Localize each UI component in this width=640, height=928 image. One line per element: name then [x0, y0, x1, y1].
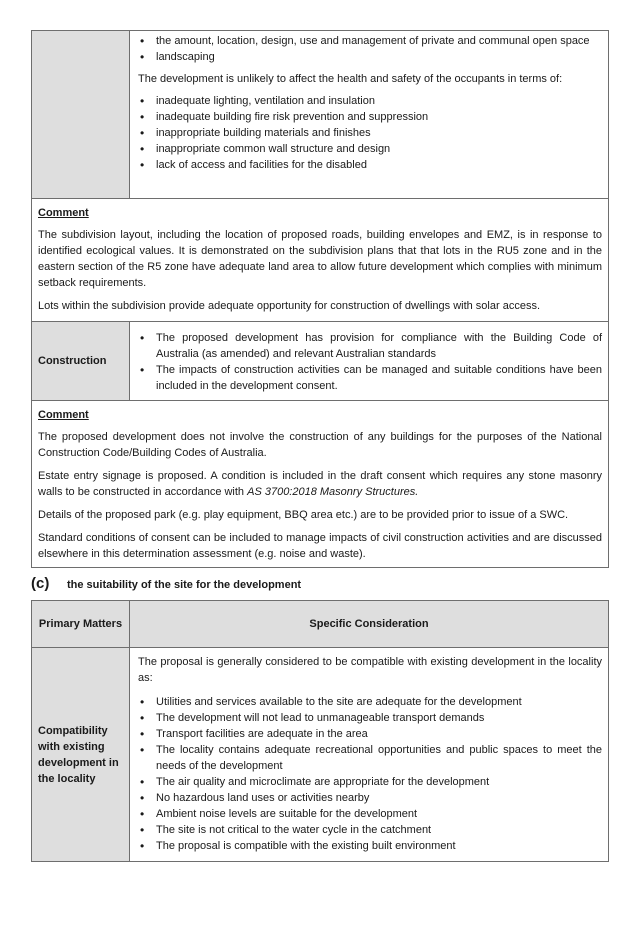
list-item: • The proposed development has provision for compliance with the Building Code of Australia (as amended) and relevant Australian standards — [138, 330, 602, 362]
section-title: the suitability of the site for the development — [67, 579, 302, 591]
comment-paragraph: The proposed development does not involve the construction of any buildings for the purposes of the National Construction Code/Building Codes of Australia. — [38, 431, 602, 459]
list-item: • The development will not lead to unmanageable transport demands — [138, 710, 602, 726]
header-primary-matters: Primary Matters — [32, 601, 130, 647]
comment-block-2 — [31, 400, 609, 568]
list-item: • The locality contains adequate recreational opportunities and public spaces to meet the needs of the development — [138, 742, 602, 774]
construction-bullets — [138, 330, 602, 394]
row-intro: The proposal is generally considered to be compatible with existing development in the locality as: — [138, 656, 602, 684]
comment-paragraph — [38, 468, 602, 500]
comment-title: Comment — [38, 207, 89, 219]
list-item: • Utilities and services available to the site are adequate for the development — [138, 694, 602, 710]
list-item: • lack of access and facilities for the disabled — [138, 157, 602, 173]
list-item: • No hazardous land uses or activities nearby — [138, 790, 602, 806]
health-safety-block — [31, 30, 609, 199]
list-item: • The proposal is compatible with the existing built environment — [138, 838, 602, 854]
comment-paragraph: Standard conditions of consent can be included to manage impacts of civil construction activities and are discussed elsewhere in this determination assessment (e.g. noise and waste). — [38, 532, 602, 560]
health-safety-statement: The development is unlikely to affect the health and safety of the occupants in terms of: — [138, 73, 563, 85]
paragraph-text: Estate entry signage is proposed. A condition is included in the draft consent which requires any stone masonry walls to be constructed in accordance with — [38, 470, 602, 498]
comment-paragraph: Details of the proposed park (e.g. play equipment, BBQ area etc.) are to be provided prior to issue of a SWC. — [38, 509, 569, 521]
section-heading — [31, 576, 609, 593]
row-label: Compatibility with existing development in the locality — [32, 648, 130, 861]
empty-label-cell — [32, 31, 130, 199]
list-item: • inappropriate common wall structure and design — [138, 141, 602, 157]
construction-content — [130, 322, 608, 400]
construction-block — [31, 321, 609, 401]
list-item: • inadequate lighting, ventilation and insulation — [138, 93, 602, 109]
construction-label: Construction — [32, 322, 130, 400]
list-item: • Ambient noise levels are suitable for the development — [138, 806, 602, 822]
list-item: • Transport facilities are adequate in the area — [138, 726, 602, 742]
row-bullets — [138, 694, 602, 854]
table-header — [32, 601, 608, 648]
list-item: • The impacts of construction activities can be managed and suitable conditions have been included in the development consent. — [138, 362, 602, 394]
suitability-table — [31, 600, 609, 862]
list-item: • inadequate building fire risk prevention and suppression — [138, 109, 602, 125]
bullets-bottom — [138, 93, 602, 173]
list-item: • the amount, location, design, use and management of private and communal open space — [138, 33, 602, 49]
table-row — [32, 648, 608, 861]
section-mark: (c) — [31, 575, 50, 592]
comment-paragraph: The subdivision layout, including the location of proposed roads, building envelopes and EMZ, is in response to identified ecological values. It is demonstrated on the subdivision plans that that lots in the RU5 zone and in the eastern section of the R5 zone have adequate land area to allow future development which complies with minimum setback requirements. — [38, 229, 602, 289]
comment-paragraph: Lots within the subdivision provide adequate opportunity for construction of dwellings with solar access. — [38, 300, 540, 312]
list-item: • The air quality and microclimate are appropriate for the development — [138, 774, 602, 790]
bullets-top — [138, 33, 602, 65]
list-item: • landscaping — [138, 49, 602, 65]
comment-title: Comment — [38, 409, 89, 421]
list-item: • inappropriate building materials and finishes — [138, 125, 602, 141]
list-item: • The site is not critical to the water cycle in the catchment — [138, 822, 602, 838]
row-content — [130, 648, 608, 861]
health-safety-content — [130, 31, 608, 199]
comment-block-1 — [31, 198, 609, 322]
header-specific-consideration: Specific Consideration — [309, 618, 429, 630]
standard-reference: AS 3700:2018 Masonry Structures. — [247, 486, 419, 498]
